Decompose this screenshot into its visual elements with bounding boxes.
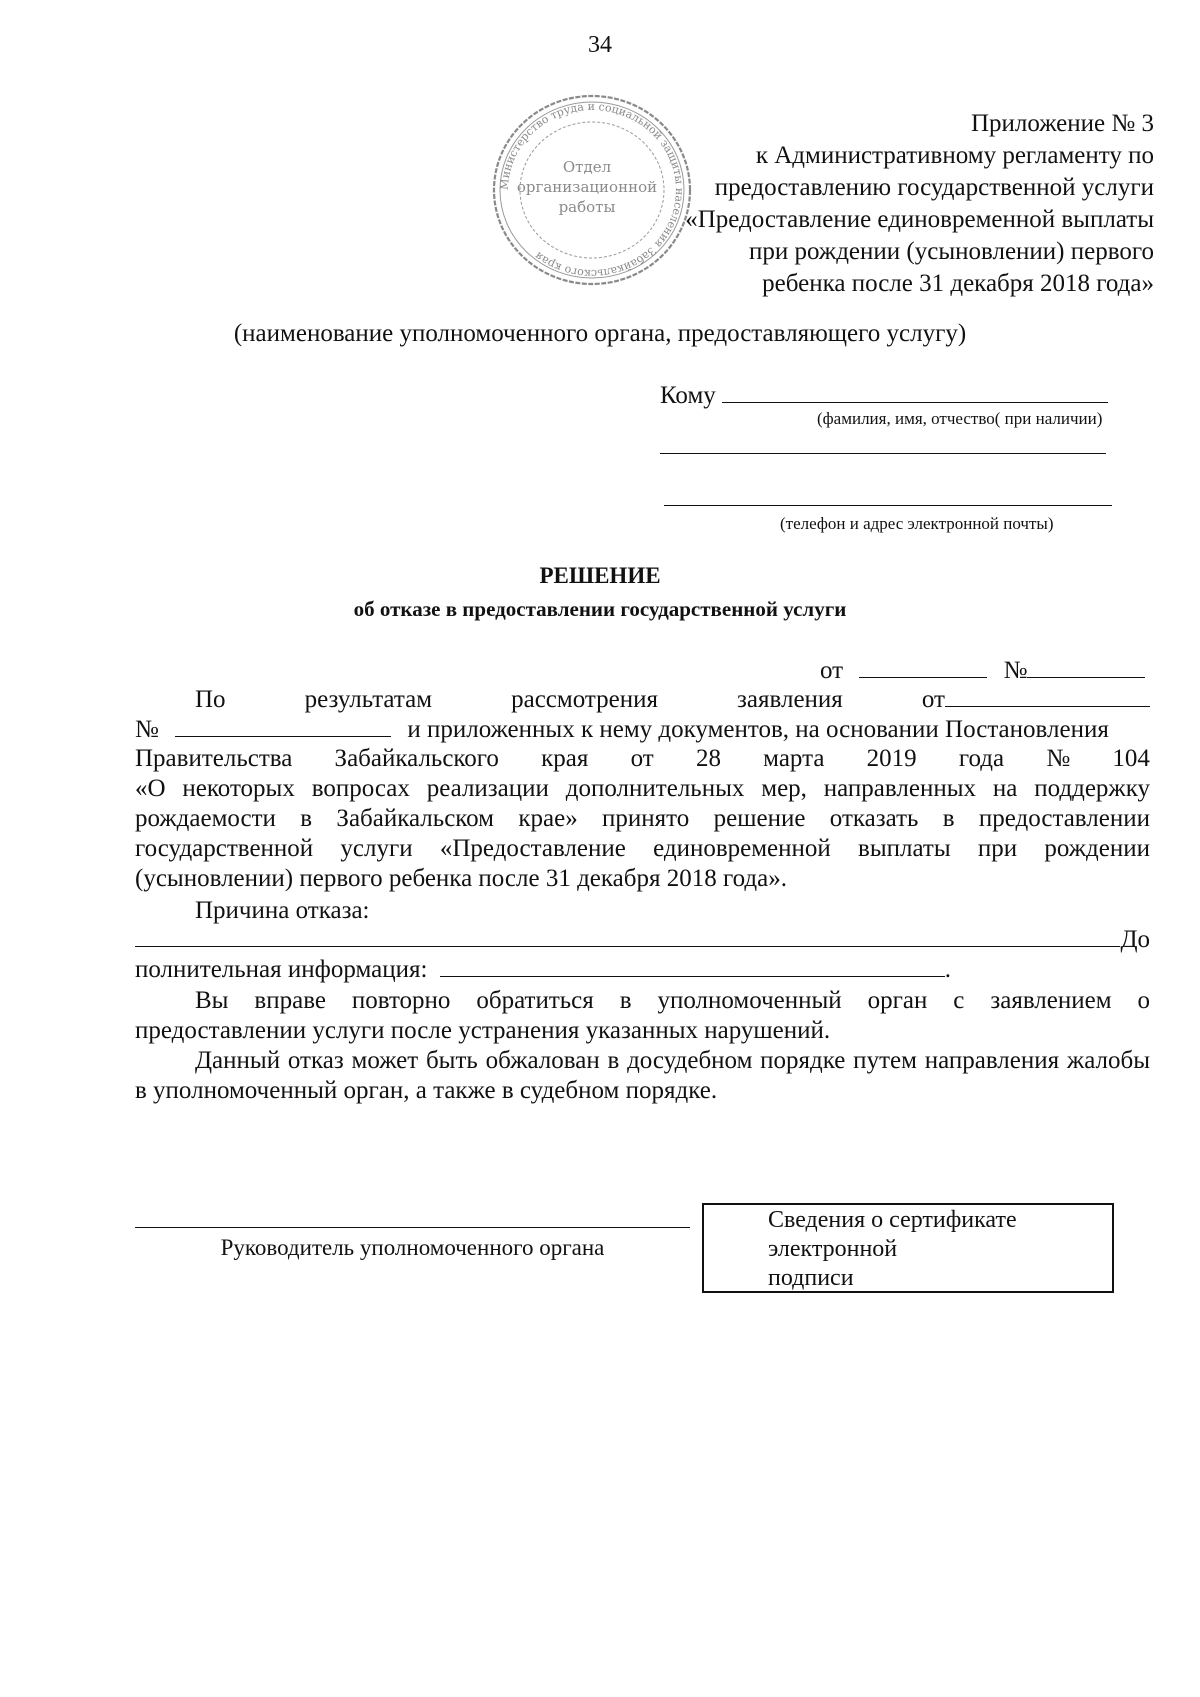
body-word: года — [958, 745, 1005, 772]
refusal-reason-label: Причина отказа: — [195, 897, 370, 924]
date-from-label: от — [820, 657, 844, 684]
head-of-authority-label: Руководитель уполномоченного органа — [220, 1235, 605, 1260]
document-subtitle: об отказе в предоставлении государственной услуги — [353, 597, 847, 621]
body-word: 28 — [695, 745, 721, 772]
page-number: 34 — [588, 32, 612, 58]
recipient-name-caption: (фамилия, имя, отчество( при наличии) — [817, 409, 1103, 428]
body-word: заявления — [737, 686, 843, 713]
additional-info-prefix: До — [1120, 926, 1150, 953]
appendix-line: предоставлению государственной услуги — [714, 174, 1154, 201]
document-title: РЕШЕНИЕ — [539, 563, 661, 588]
body-word: края — [541, 745, 589, 772]
body-word: от — [630, 745, 654, 772]
body-word: 104 — [1112, 745, 1150, 772]
recipient-row — [660, 380, 1108, 410]
body-word: По — [195, 686, 226, 713]
decision-date-field[interactable] — [859, 655, 987, 678]
seal-line-1: Отдел — [562, 158, 612, 176]
application-number-label: № — [135, 716, 159, 743]
application-date-field[interactable] — [945, 684, 1150, 707]
signature-certificate-box — [702, 1203, 1114, 1293]
body-line-2 — [135, 714, 1150, 745]
appendix-line: «Предоставление единовременной выплаты — [685, 206, 1154, 233]
appendix-line: Приложение № 3 — [970, 110, 1154, 137]
body-line-3 — [135, 744, 1150, 774]
seal-line-3: работы — [558, 198, 616, 216]
body-text: и приложенных к нему документов, на основании Постановления — [407, 716, 1109, 743]
recipient-address-field[interactable] — [660, 453, 1106, 454]
appendix-header — [594, 108, 1154, 300]
application-number-field[interactable] — [175, 714, 391, 737]
decision-paragraph: «О некоторых вопросах реализации дополнительных мер, направленных на поддержку рождаемости в Забайкальском крае» принято решение отказать в предоставлении государственной услуги «Предоставление единовременной выплаты при рождении (усыновлении) первого ребенка после 31 декабря 2018 года». — [135, 775, 1150, 892]
authority-name-caption: (наименование уполномоченного органа, предоставляющего услугу) — [233, 320, 967, 347]
certificate-line: Сведения о сертификате — [768, 1207, 1017, 1233]
refusal-reason-field[interactable] — [135, 924, 1120, 947]
additional-info-end: . — [944, 956, 951, 983]
certificate-line: подписи — [768, 1265, 854, 1291]
certificate-line: электронной — [768, 1236, 898, 1262]
to-label: Кому — [660, 382, 716, 409]
recipient-contact-caption: (телефон и адрес электронной почты) — [780, 514, 1054, 533]
additional-info-field[interactable] — [440, 954, 945, 977]
body-word: от — [921, 686, 945, 713]
body-word: Забайкальского — [334, 745, 499, 772]
decision-number-label: № — [1003, 657, 1028, 684]
body-word: результатам — [304, 686, 433, 713]
seal-ring-text: Министерство труда и социальной защиты населения Забайкальского края — [497, 99, 687, 281]
additional-info-row — [135, 954, 1150, 985]
appendix-line: ребенка после 31 декабря 2018 года» — [762, 270, 1154, 297]
appendix-line: к Административному регламенту по — [755, 142, 1154, 169]
appendix-line: при рождении (усыновлении) первого — [749, 238, 1154, 265]
recipient-contact-field[interactable] — [664, 505, 1112, 506]
additional-info-label: полнительная информация: — [135, 956, 428, 983]
decision-date-row — [820, 655, 1150, 686]
body-word: Правительства — [135, 745, 293, 772]
decision-number-field[interactable] — [1027, 655, 1145, 678]
body-word: 2019 — [866, 745, 917, 772]
appeal-paragraph: Данный отказ может быть обжалован в досудебном порядке путем направления жалобы в уполномоченный орган, а также в судебном порядке. — [135, 1047, 1150, 1104]
repeat-request-paragraph: Вы вправе повторно обратиться в уполномоченный орган с заявлением о предоставлении услуги после устранения указанных нарушений. — [135, 987, 1150, 1044]
body-word: марта — [763, 745, 825, 772]
body-word: № — [1046, 745, 1071, 772]
body-word: рассмотрения — [511, 686, 658, 713]
refusal-reason-row — [135, 924, 1150, 955]
body-line-1 — [195, 684, 1150, 715]
seal-line-2: организационной — [516, 178, 658, 196]
signature-line[interactable] — [135, 1227, 690, 1228]
recipient-name-field[interactable] — [722, 380, 1108, 403]
